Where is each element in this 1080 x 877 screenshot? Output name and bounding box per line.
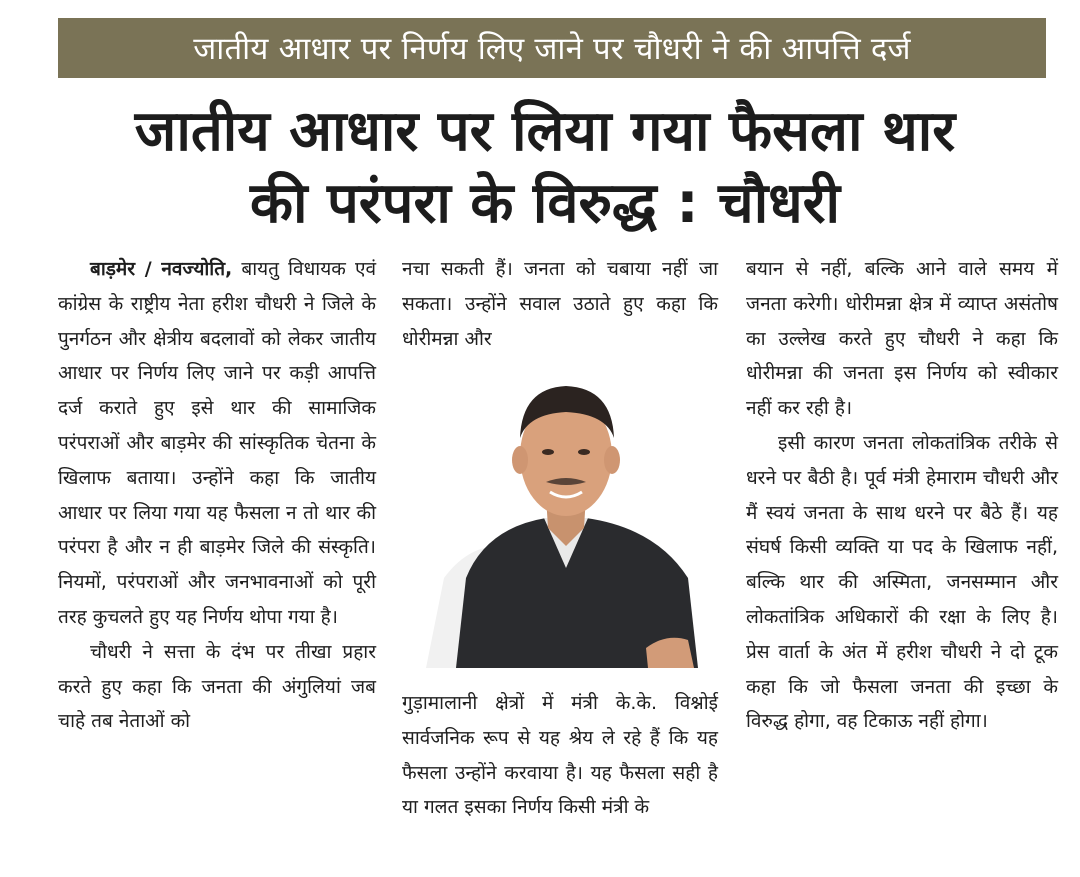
paragraph-3: बयान से नहीं, बल्कि आने वाले समय में जनता करेगी। धोरीमन्ना क्षेत्र में व्याप्त असंतोष का उल्लेख करते हुए चौधरी ने कहा कि धोरीमन्ना की जनता इस निर्णय को स्वीकार नहीं कर रही है। bbox=[746, 258, 1058, 420]
headline-line-1: जातीय आधार पर लिया गया फैसला थार bbox=[134, 99, 956, 164]
paragraph-continued: नचा सकती हैं। जनता को चबाया नहीं जा सकता। उन्होंने सवाल उठाते हुए कहा कि धोरीमन्ना और bbox=[402, 258, 718, 350]
portrait-illustration bbox=[426, 378, 706, 668]
dateline: बाड़मेर / नवज्योति, bbox=[90, 258, 233, 280]
kicker-banner bbox=[58, 18, 1046, 78]
kicker-text: जातीय आधार पर निर्णय लिए जाने पर चौधरी ने की आपत्ति दर्ज bbox=[193, 31, 911, 67]
paragraph-continued-2: गुड़ामालानी क्षेत्रों में मंत्री के.के. विश्नोई सार्वजनिक रूप से यह श्रेय ले रहे हैं कि यह फैसला उन्होंने करवाया है। यह फैसला सही है या गलत इसका निर्णय किसी मंत्री के bbox=[402, 692, 718, 819]
paragraph-2: चौधरी ने सत्ता के दंभ पर तीखा प्रहार करते हुए कहा कि जनता की अंगुलियां जब चाहे तब नेताओं को bbox=[58, 640, 376, 733]
headline-line-2: की परंपरा के विरुद्ध : चौधरी bbox=[249, 171, 841, 236]
paragraph-4: इसी कारण जनता लोकतांत्रिक तरीके से धरने पर बैठी है। पूर्व मंत्री हेमाराम चौधरी और मैं स्वयं जनता के साथ धरने पर बैठे हैं। यह संघर्ष किसी व्यक्ति या पद के खिलाफ नहीं, बल्कि थार की अस्मिता, जनसम्मान और लोकतांत्रिक अधिकारों की रक्षा के लिए है। प्रेस वार्ता के अंत में हरीश चौधरी ने दो टूक कहा कि जो फैसला जनता की इच्छा के विरुद्ध होगा, वह टिकाऊ नहीं होगा। bbox=[746, 431, 1058, 733]
article-column-1 bbox=[58, 252, 376, 739]
paragraph-1 bbox=[58, 252, 376, 635]
article-column-3 bbox=[746, 252, 1058, 739]
paragraph-1-text: बायतु विधायक एवं कांग्रेस के राष्ट्रीय नेता हरीश चौधरी ने जिले के पुनर्गठन और क्षेत्रीय बदलावों को लेकर जातीय आधार पर निर्णय लिए जाने पर कड़ी आपत्ति दर्ज कराते हुए इसे थार की सामाजिक परंपराओं और बाड़मेर की सांस्कृतिक चेतना के खिलाफ बताया। उन्होंने कहा कि जातीय आधार पर लिया गया यह फैसला न तो थार की परंपरा है और न ही बाड़मेर जिले की संस्कृति। नियमों, परंपराओं और जनभावनाओं को पूरी तरह कुचलते हुए यह निर्णय थोपा गया है। bbox=[58, 258, 377, 628]
article-column-2-top bbox=[402, 252, 718, 356]
headline bbox=[30, 96, 1060, 240]
article-column-2-bottom bbox=[402, 686, 718, 825]
portrait-photo bbox=[426, 378, 706, 668]
